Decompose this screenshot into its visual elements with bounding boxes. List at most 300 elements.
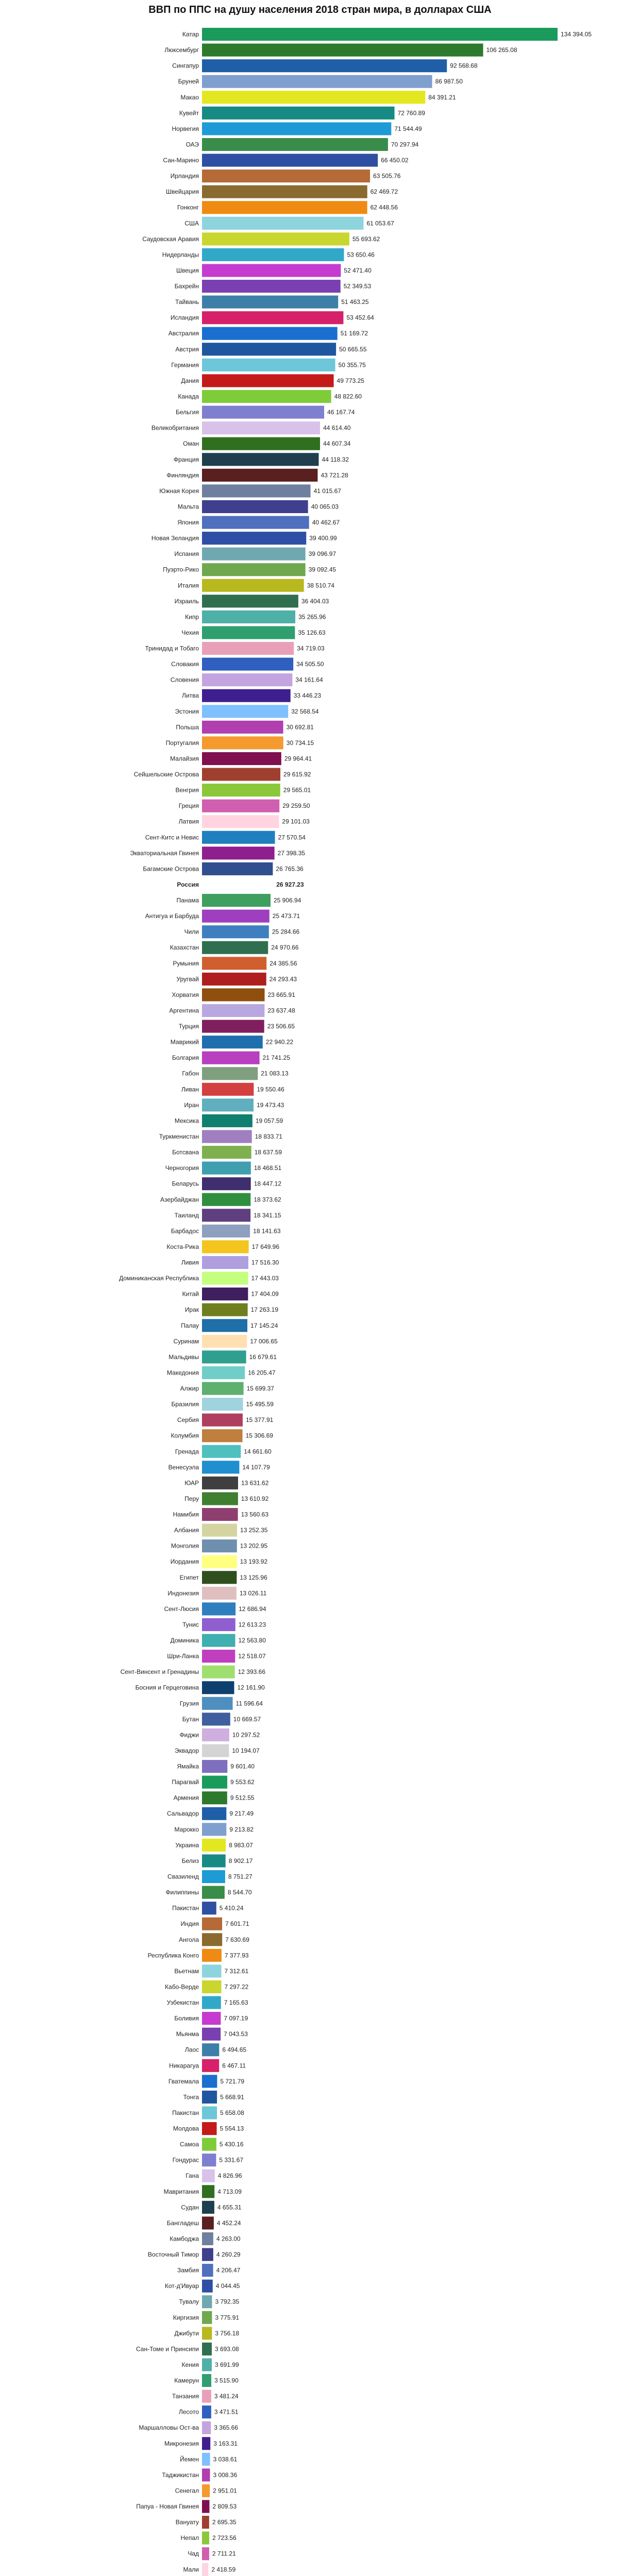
category-label: Йемен xyxy=(180,2455,199,2463)
value-label: 8 751.27 xyxy=(228,1873,252,1880)
bar xyxy=(202,44,483,57)
bar xyxy=(202,2043,219,2056)
category-label: Австрия xyxy=(175,345,199,353)
value-label: 17 404.09 xyxy=(251,1290,279,1298)
value-label: 19 057.59 xyxy=(255,1117,283,1125)
value-label: 106 265.08 xyxy=(486,46,517,54)
value-label: 3 038.61 xyxy=(213,2455,238,2463)
category-label: Лаос xyxy=(184,2046,199,2054)
bar xyxy=(202,2311,212,2324)
bar xyxy=(202,721,283,734)
category-label: Мексика xyxy=(174,1117,199,1125)
bar xyxy=(202,1728,229,1741)
category-label: Алжир xyxy=(180,1385,199,1393)
category-label: Таиланд xyxy=(174,1211,199,1219)
value-label: 7 297.22 xyxy=(224,1983,249,1991)
bar xyxy=(202,611,295,623)
value-label: 15 306.69 xyxy=(245,1432,273,1439)
category-label: Латвия xyxy=(178,818,199,825)
value-label: 12 518.07 xyxy=(238,1652,266,1660)
bar xyxy=(202,1036,263,1048)
value-label: 23 665.91 xyxy=(267,991,295,998)
bar xyxy=(202,2327,212,2340)
category-label: Швеция xyxy=(176,266,199,274)
bar xyxy=(202,2138,216,2151)
category-label: Аргентина xyxy=(169,1007,199,1014)
bar xyxy=(202,1130,252,1143)
bar xyxy=(202,343,336,355)
value-label: 2 711.21 xyxy=(212,2550,236,2557)
bar xyxy=(202,217,363,230)
value-label: 3 008.36 xyxy=(213,2471,238,2479)
bar xyxy=(202,1964,222,1977)
value-label: 38 510.74 xyxy=(307,582,335,589)
value-label: 4 452.24 xyxy=(216,2219,241,2227)
category-label: Камерун xyxy=(174,2377,199,2384)
category-label: Индонезия xyxy=(167,1589,199,1597)
category-label: Панама xyxy=(176,896,199,904)
bar xyxy=(202,1681,234,1694)
value-label: 30 734.15 xyxy=(286,739,314,747)
bar xyxy=(202,1539,237,1552)
value-label: 86 987.50 xyxy=(435,78,463,86)
bar xyxy=(202,862,273,875)
category-label: Камбоджа xyxy=(170,2235,199,2243)
value-label: 8 902.17 xyxy=(228,1857,253,1865)
category-label: Ливан xyxy=(181,1086,199,1093)
value-label: 39 092.45 xyxy=(308,566,336,573)
category-label: Непал xyxy=(180,2534,199,2542)
bar xyxy=(202,2547,209,2560)
value-label: 7 630.69 xyxy=(225,1936,249,1943)
category-label: Белиз xyxy=(181,1857,199,1865)
bar xyxy=(202,1240,249,1253)
value-label: 34 505.50 xyxy=(296,660,324,668)
value-label: 25 906.94 xyxy=(274,896,301,904)
value-label: 17 649.96 xyxy=(251,1243,280,1250)
bar xyxy=(202,689,291,702)
category-label: Бахрейн xyxy=(174,282,199,290)
category-label: Никарагуа xyxy=(169,2062,199,2070)
bar xyxy=(202,374,334,387)
value-label: 18 341.15 xyxy=(254,1211,281,1219)
category-label: Турция xyxy=(178,1023,199,1030)
value-label: 50 355.75 xyxy=(338,361,366,369)
value-label: 39 096.97 xyxy=(308,550,336,558)
category-label: Тувалу xyxy=(179,2298,199,2306)
category-label: Филиппины xyxy=(165,1889,199,1896)
category-label: Колумбия xyxy=(171,1432,199,1439)
bar xyxy=(202,1193,250,1206)
bar xyxy=(202,2216,214,2229)
bar xyxy=(202,2405,211,2418)
category-label: Хорватия xyxy=(172,991,199,998)
category-label: Сальвадор xyxy=(167,1810,199,1818)
bar xyxy=(202,1020,264,1033)
category-label: Таджикистан xyxy=(162,2471,199,2479)
value-label: 5 721.79 xyxy=(220,2077,245,2085)
category-label: Иордания xyxy=(170,1558,199,1566)
value-label: 4 206.47 xyxy=(216,2266,241,2274)
value-label: 26 927.23 xyxy=(276,880,304,888)
category-label: Нидерланды xyxy=(162,251,199,259)
bar xyxy=(202,2170,215,2182)
value-label: 134 394.05 xyxy=(561,30,592,38)
value-label: 3 471.51 xyxy=(214,2408,239,2416)
bar xyxy=(202,1854,226,1867)
category-label: Тонга xyxy=(183,2093,199,2101)
category-label: Германия xyxy=(171,361,199,369)
bar xyxy=(202,2500,209,2513)
category-label: Сингапур xyxy=(172,62,199,70)
bar xyxy=(202,1823,226,1836)
category-label: Сейшельские Острова xyxy=(133,771,199,778)
bar xyxy=(202,1004,264,1017)
bar xyxy=(202,2185,214,2198)
bar xyxy=(202,1839,226,1852)
category-label: Судан xyxy=(181,2204,199,2211)
category-label: Вьетнам xyxy=(174,1967,199,1975)
value-label: 12 393.66 xyxy=(238,1668,266,1676)
category-label: Албания xyxy=(174,1527,199,1534)
value-label: 10 297.52 xyxy=(232,1731,260,1739)
value-label: 52 349.53 xyxy=(343,282,372,290)
bar xyxy=(202,673,292,686)
category-label: Сент-Люсия xyxy=(164,1605,199,1613)
bar xyxy=(202,2295,212,2308)
value-label: 13 560.63 xyxy=(241,1511,269,1518)
bar xyxy=(202,2232,213,2245)
value-label: 25 473.71 xyxy=(272,912,300,920)
category-label: Финляндия xyxy=(166,471,199,479)
value-label: 25 284.66 xyxy=(272,928,300,936)
bar xyxy=(202,2516,209,2529)
value-label: 72 760.89 xyxy=(397,109,425,117)
category-label: Гана xyxy=(186,2172,199,2180)
category-label: Доминиканская Республика xyxy=(119,1275,199,1282)
bar xyxy=(202,280,341,293)
bar xyxy=(202,831,275,844)
bar xyxy=(202,1807,226,1820)
bar xyxy=(202,1067,258,1080)
category-label: Румыния xyxy=(173,959,199,967)
bar xyxy=(202,232,349,245)
value-label: 3 515.90 xyxy=(214,2377,239,2384)
bar xyxy=(202,264,341,277)
value-label: 2 723.56 xyxy=(212,2534,237,2542)
bar xyxy=(202,1508,238,1521)
bar xyxy=(202,626,295,639)
category-label: Сенегал xyxy=(175,2487,199,2495)
bar xyxy=(202,327,338,340)
bar xyxy=(202,595,298,607)
value-label: 53 650.46 xyxy=(347,251,375,259)
category-label: Австралия xyxy=(168,330,199,337)
bar xyxy=(202,1996,221,2009)
category-label: Азербайджан xyxy=(160,1196,199,1204)
bar xyxy=(202,815,279,828)
value-label: 32 568.54 xyxy=(291,707,319,715)
value-label: 51 169.72 xyxy=(340,330,368,337)
bar xyxy=(202,973,266,986)
category-label: Греция xyxy=(178,802,199,810)
value-label: 3 693.08 xyxy=(214,2345,239,2353)
category-label: Гонконг xyxy=(177,204,199,211)
category-label: Великобритания xyxy=(151,424,199,432)
category-label: Норвегия xyxy=(172,125,199,132)
bar xyxy=(202,1587,237,1600)
value-label: 13 252.35 xyxy=(240,1527,268,1534)
value-label: 22 940.22 xyxy=(265,1038,294,1046)
bar xyxy=(202,1225,250,1238)
category-label: Перу xyxy=(184,1495,199,1502)
category-label: Монголия xyxy=(171,1542,199,1550)
category-label: Фиджи xyxy=(179,1731,199,1739)
category-label: Парагвай xyxy=(172,1778,199,1786)
bar xyxy=(202,1256,248,1269)
value-label: 12 613.23 xyxy=(238,1621,266,1629)
bar xyxy=(202,2532,209,2545)
category-label: Китай xyxy=(182,1290,199,1298)
category-label: Грузия xyxy=(179,1700,199,1707)
category-label: Черногория xyxy=(165,1164,199,1172)
category-label: Чили xyxy=(184,928,199,936)
value-label: 55 693.62 xyxy=(352,235,380,243)
value-label: 2 809.53 xyxy=(212,2503,237,2511)
category-label: Уругвай xyxy=(176,975,199,983)
bar xyxy=(202,925,269,938)
bar xyxy=(202,1713,230,1725)
bar xyxy=(202,28,558,41)
bar xyxy=(202,2484,210,2497)
bar xyxy=(202,988,265,1001)
bar xyxy=(202,1571,237,1584)
value-label: 13 610.92 xyxy=(241,1495,269,1502)
bar xyxy=(202,2374,211,2387)
category-label: Япония xyxy=(177,519,199,527)
value-label: 51 463.25 xyxy=(341,298,369,306)
value-label: 3 481.24 xyxy=(214,2393,239,2400)
value-label: 13 125.96 xyxy=(240,1573,267,1581)
value-label: 3 792.35 xyxy=(215,2298,240,2306)
value-label: 2 951.01 xyxy=(213,2487,237,2495)
value-label: 3 365.66 xyxy=(214,2424,238,2432)
category-label: Чехия xyxy=(181,629,199,636)
bar xyxy=(202,1918,222,1930)
category-label: Венесуэла xyxy=(168,1463,199,1471)
category-label: Израиль xyxy=(174,597,199,605)
category-label: Барбадос xyxy=(171,1227,199,1235)
bar xyxy=(202,1272,248,1285)
category-label: Микронезия xyxy=(164,2439,199,2447)
value-label: 26 765.36 xyxy=(276,865,304,873)
bar xyxy=(202,957,266,970)
value-label: 34 719.03 xyxy=(297,645,325,652)
value-label: 5 331.67 xyxy=(219,2156,244,2164)
bar xyxy=(202,579,304,592)
category-label: Молдова xyxy=(173,2125,199,2132)
bar xyxy=(202,705,288,718)
bar xyxy=(202,1083,254,1096)
bar xyxy=(202,2091,217,2104)
category-label: Кипр xyxy=(185,613,199,621)
bar xyxy=(202,1886,225,1899)
bar xyxy=(202,500,308,513)
category-label: Босния и Герцеговина xyxy=(135,1684,199,1691)
bar xyxy=(202,2106,217,2119)
bar xyxy=(202,437,320,450)
value-label: 4 655.31 xyxy=(217,2204,242,2211)
bar xyxy=(202,1697,233,1710)
value-label: 27 398.35 xyxy=(277,849,306,857)
bar xyxy=(202,2264,213,2277)
value-label: 61 053.67 xyxy=(366,219,394,227)
bar xyxy=(202,1902,216,1914)
value-label: 46 167.74 xyxy=(327,409,355,416)
value-label: 13 193.92 xyxy=(240,1558,268,1566)
category-label: Маршалловы Ост-ва xyxy=(139,2424,199,2432)
category-label: Венгрия xyxy=(175,786,199,794)
value-label: 39 400.99 xyxy=(309,534,337,542)
value-label: 21 741.25 xyxy=(262,1054,291,1062)
bar xyxy=(202,563,306,576)
value-label: 11 596.64 xyxy=(235,1700,263,1707)
value-label: 40 065.03 xyxy=(311,503,339,511)
bar xyxy=(202,2075,217,2088)
value-label: 23 506.65 xyxy=(267,1023,295,1030)
value-label: 17 516.30 xyxy=(251,1259,279,1266)
bar xyxy=(202,2390,211,2403)
bar xyxy=(202,1524,237,1537)
value-label: 5 668.91 xyxy=(220,2093,244,2101)
bar xyxy=(202,359,335,371)
category-label: Ирландия xyxy=(170,172,199,180)
bar xyxy=(202,658,293,671)
category-label: Марокко xyxy=(174,1825,199,1833)
bar xyxy=(202,1618,235,1631)
value-label: 3 691.99 xyxy=(214,2361,239,2368)
category-label: Свазиленд xyxy=(167,1873,199,1880)
value-label: 5 658.08 xyxy=(220,2109,244,2116)
value-label: 27 570.54 xyxy=(278,834,306,841)
bar xyxy=(202,1870,225,1883)
bar xyxy=(202,453,319,466)
category-label: Оман xyxy=(183,440,199,448)
category-label: Ботсвана xyxy=(172,1148,199,1156)
category-label: Мали xyxy=(183,2566,199,2573)
chart-title: ВВП по ППС на душу населения 2018 стран мира, в долларах США xyxy=(148,4,492,15)
bar xyxy=(202,736,283,749)
bar xyxy=(202,1366,245,1379)
value-label: 7 043.53 xyxy=(224,2030,248,2038)
value-label: 19 473.43 xyxy=(256,1101,284,1109)
value-label: 29 101.03 xyxy=(282,818,310,825)
category-label: Мальдивы xyxy=(169,1353,199,1361)
category-label: Узбекистан xyxy=(166,1999,199,2007)
category-label: Словения xyxy=(170,676,199,684)
value-label: 18 637.59 xyxy=(254,1148,282,1156)
bar xyxy=(202,1303,248,1316)
category-label: Ливия xyxy=(181,1259,199,1266)
bar xyxy=(202,1555,237,1568)
bar xyxy=(202,1098,254,1111)
category-label: Сан-Томе и Принсипи xyxy=(136,2345,199,2353)
category-label: Италия xyxy=(178,582,199,589)
category-label: Тайвань xyxy=(175,298,199,306)
value-label: 6 494.65 xyxy=(222,2046,247,2054)
bar xyxy=(202,201,367,214)
bar xyxy=(202,2028,221,2041)
bar xyxy=(202,1666,235,1679)
value-label: 18 373.62 xyxy=(254,1196,281,1204)
bar xyxy=(202,248,344,261)
bar xyxy=(202,1350,246,1363)
bar xyxy=(202,1177,251,1190)
value-label: 18 833.71 xyxy=(255,1132,283,1140)
category-label: Болгария xyxy=(172,1054,199,1062)
bar xyxy=(202,1162,251,1175)
category-label: Египет xyxy=(179,1573,199,1581)
category-label: Франция xyxy=(173,455,199,463)
value-label: 15 377.91 xyxy=(245,1416,274,1424)
value-label: 43 721.28 xyxy=(321,471,348,479)
value-label: 33 446.23 xyxy=(293,692,322,700)
bar xyxy=(202,910,270,923)
category-label: Танзания xyxy=(172,2393,199,2400)
value-label: 66 450.02 xyxy=(381,157,409,164)
category-label: ЮАР xyxy=(184,1479,199,1487)
category-label: Сент-Китс и Невис xyxy=(145,834,199,841)
value-label: 44 614.40 xyxy=(323,424,351,432)
value-label: 36 404.03 xyxy=(301,597,329,605)
value-label: 5 554.13 xyxy=(220,2125,244,2132)
value-label: 9 601.40 xyxy=(230,1762,255,1770)
value-label: 7 312.61 xyxy=(224,1967,249,1975)
value-label: 4 260.29 xyxy=(216,2251,241,2259)
category-label: Украина xyxy=(175,1841,199,1849)
bar xyxy=(202,800,279,812)
bar xyxy=(202,185,367,198)
value-label: 5 410.24 xyxy=(219,1904,244,1912)
value-label: 29 964.41 xyxy=(284,755,312,762)
value-label: 18 141.63 xyxy=(253,1227,281,1235)
category-label: Джибути xyxy=(174,2329,199,2337)
category-label: Бангладеш xyxy=(166,2219,199,2227)
value-label: 16 679.61 xyxy=(249,1353,277,1361)
value-label: 24 293.43 xyxy=(269,975,297,983)
category-label: Экваториальная Гвинея xyxy=(130,849,199,857)
category-label: Бутан xyxy=(182,1715,199,1723)
bar xyxy=(202,1492,238,1505)
bar xyxy=(202,1791,227,1804)
value-label: 30 692.81 xyxy=(286,723,314,731)
category-label: Иран xyxy=(184,1101,199,1109)
value-label: 3 756.18 xyxy=(215,2329,240,2337)
bar xyxy=(202,91,425,104)
value-label: 40 462.67 xyxy=(312,519,340,527)
category-label: Словакия xyxy=(171,660,199,668)
category-label: ОАЭ xyxy=(186,141,199,148)
category-label: Вануату xyxy=(175,2518,199,2526)
category-label: Папуа - Новая Гвинея xyxy=(136,2503,199,2511)
category-label: Гренада xyxy=(175,1448,199,1455)
bar xyxy=(202,1052,260,1064)
category-label: США xyxy=(184,219,199,227)
bar xyxy=(202,2122,217,2135)
value-label: 35 265.96 xyxy=(298,613,326,621)
category-label: Ирак xyxy=(184,1306,199,1314)
value-label: 21 083.13 xyxy=(261,1070,289,1077)
